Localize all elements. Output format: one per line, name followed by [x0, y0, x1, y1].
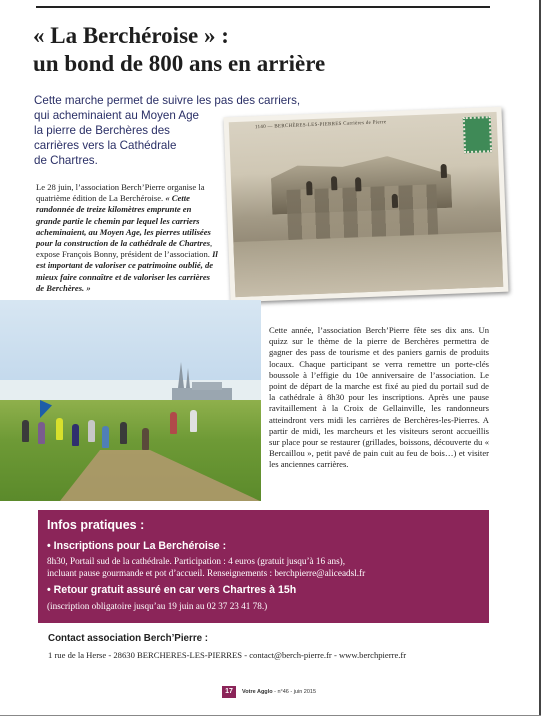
page-footer — [222, 686, 316, 698]
quarry-worker — [441, 164, 448, 178]
hiker — [72, 424, 79, 446]
hiker — [88, 420, 95, 442]
contact-details: 1 rue de la Herse - 28630 BERCHERES-LES-PIERRES - contact@berch-pierre.fr - www.berchpierre.fr — [48, 650, 407, 660]
vintage-postcard-image — [224, 107, 509, 303]
quote-text: « Cette randonnée de treize kilomètres emprunte en grande partie le chemin par lequel les carriers acheminaient, au Moyen Age, les pierres utilisées pour la construction de la cathédrale de Chartres — [36, 193, 211, 249]
hiker — [142, 428, 149, 450]
lead-line: la pierre de Berchères des — [34, 124, 170, 137]
hiker — [56, 418, 63, 440]
postage-stamp — [463, 116, 492, 153]
quarry-worker — [355, 177, 362, 191]
cathedral-silhouette — [172, 362, 232, 402]
article-column-left — [36, 182, 218, 294]
info-registration-heading: • Inscriptions pour La Berchéroise : — [47, 540, 227, 552]
magazine-info — [242, 689, 316, 695]
postcard-caption: 1140 — BERCHÈRES-LES-PIERRES Carrières de Pierre — [254, 120, 387, 131]
page-number: 17 — [222, 686, 236, 698]
quarry-worker — [331, 176, 338, 190]
article-column-right: Cette année, l’association Berch’Pierre fête ses dix ans. Un quizz sur le thème de la pierre de Berchères permettra de gagner des pass de tourisme et des paniers garnis de produits locaux. Chaque participant se verra remettre un porte-clés boussole à l’effigie du 10e anniversaire de l’association. Le point de départ de la marche est fixé au pied du portail sud de la cathédrale à 8h30 pour les inscriptions. Après une pause ravitaillement à la Croix de Gellainville, les randonneurs atteindront vers midi les carrières de Berchères-les-Pierres. A partir de midi, les marcheurs et les visiteurs seront accueillis sur place pour se restaurer (grillades, boissons, découverte du « Bercaillou », petit pavé de pain cuit au feu de bois…) et visiter les anciennes carrières. — [269, 325, 489, 470]
lead-line: qui acheminaient au Moyen Age — [34, 109, 200, 122]
quarry-worker — [392, 194, 399, 208]
practical-info-box — [38, 510, 489, 623]
top-rule — [36, 6, 490, 8]
hiker — [102, 426, 109, 448]
hiker — [120, 422, 127, 444]
hiker — [22, 420, 29, 442]
lead-line: de Chartres. — [34, 154, 98, 167]
hiker — [190, 410, 197, 432]
title-line-2: un bond de 800 ans en arrière — [33, 51, 326, 76]
title-line-1: « La Berchéroise » : — [33, 23, 229, 48]
hikers-landscape-photo — [0, 300, 261, 501]
info-registration-line: 8h30, Portail sud de la cathédrale. Participation : 4 euros (gratuit jusqu’à 16 ans), — [47, 556, 346, 566]
quarry-worker — [306, 181, 313, 195]
info-title: Infos pratiques : — [47, 518, 145, 532]
magazine-name: Votre Agglo — [242, 689, 273, 695]
contact-title: Contact association Berch’Pierre : — [48, 633, 209, 644]
hiker — [38, 422, 45, 444]
magazine-issue: - n°46 - juin 2015 — [272, 689, 317, 695]
quote-text: Il est important de valoriser ce patrimoine oublié, de mieux faire connaître et de valoriser les carrières de Berchères. » — [36, 249, 218, 293]
quarry-ground — [233, 232, 503, 297]
info-return-line: (inscription obligatoire jusqu’au 19 juin au 02 37 23 41 78.) — [47, 601, 268, 611]
lead-line: Cette marche permet de suivre les pas des carriers, — [34, 94, 301, 107]
postcard-photo — [229, 112, 504, 297]
info-return-heading: • Retour gratuit assuré en car vers Chartres à 15h — [47, 584, 297, 596]
intro-text: Le 28 juin, l’association Berch’Pierre organise la quatrième édition de La Berchéroise. — [36, 182, 205, 204]
info-registration-line: incluant pause gourmande et pot d’accueil. Renseignements : berchpierre@aliceadsl.fr — [47, 568, 366, 578]
article-title — [33, 22, 503, 78]
lead-line: carrières vers la Cathédrale — [34, 139, 177, 152]
hiker — [170, 412, 177, 434]
attribution-text: , expose François Bonny, président de l’association. — [36, 238, 213, 260]
